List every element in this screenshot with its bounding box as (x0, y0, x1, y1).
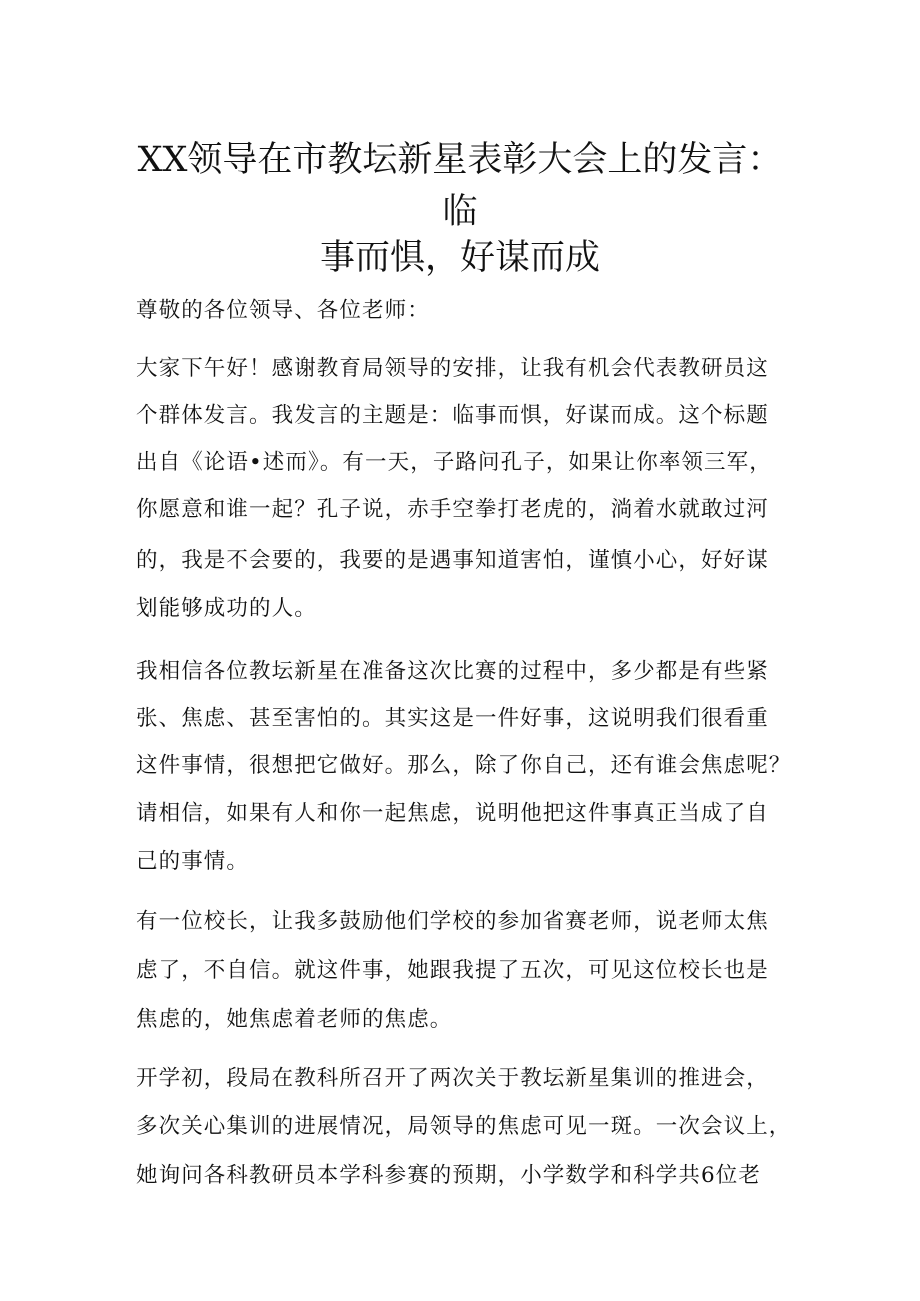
paragraph-line: 的，我是不会要的，我要的是遇事知道害怕，谨慎小心，好好谋 (136, 548, 769, 573)
salutation: 尊敬的各位领导、各位老师： (136, 298, 430, 323)
paragraph-line: 开学初，段局在教科所召开了两次关于教坛新星集训的推进会， (136, 1066, 769, 1091)
paragraph-line: 己的事情。 (136, 849, 250, 874)
paragraph-line: 张、焦虑、甚至害怕的。其实这是一件好事，这说明我们很看重 (136, 706, 769, 731)
paragraph-line: 多次关心集训的进展情况，局领导的焦虑可见一斑。一次会议上， (136, 1114, 792, 1139)
paragraph-line: 我相信各位教坛新星在准备这次比赛的过程中，多少都是有些紧 (136, 659, 769, 684)
paragraph-line: 虑了，不自信。就这件事，她跟我提了五次，可见这位校长也是 (136, 958, 769, 983)
paragraph-line: 有一位校长，让我多鼓励他们学校的参加省赛老师，说老师太焦 (136, 909, 769, 934)
paragraph-line: 划能够成功的人。 (136, 596, 317, 621)
paragraph-line: 请相信，如果有人和你一起焦虑，说明他把这件事真正当成了自 (136, 801, 769, 826)
paragraph-line: 你愿意和谁一起？孔子说，赤手空拳打老虎的，淌着水就敢过河 (136, 497, 769, 522)
paragraph-line: 个群体发言。我发言的主题是：临事而惧，好谋而成。这个标题 (136, 403, 769, 428)
document-title-line-3: 事而惧，好谋而成 (319, 238, 600, 278)
paragraph-line: 出自《论语•述而》。有一天，子路问孔子，如果让你率领三军， (136, 450, 772, 475)
paragraph-line: 她询问各科教研员本学科参赛的预期，小学数学和科学共6位老 (136, 1163, 761, 1188)
paragraph-line: 焦虑的，她焦虑着老师的焦虑。 (136, 1007, 453, 1032)
paragraph-line: 这件事情，很想把它做好。那么，除了你自己，还有谁会焦虑呢？ (136, 753, 792, 778)
document-title-line-1: XX领导在市教坛新星表彰大会上的发言： (137, 140, 783, 180)
paragraph-line: 大家下午好！感谢教育局领导的安排，让我有机会代表教研员这 (136, 356, 769, 381)
document-title-line-2: 临 (442, 192, 478, 232)
